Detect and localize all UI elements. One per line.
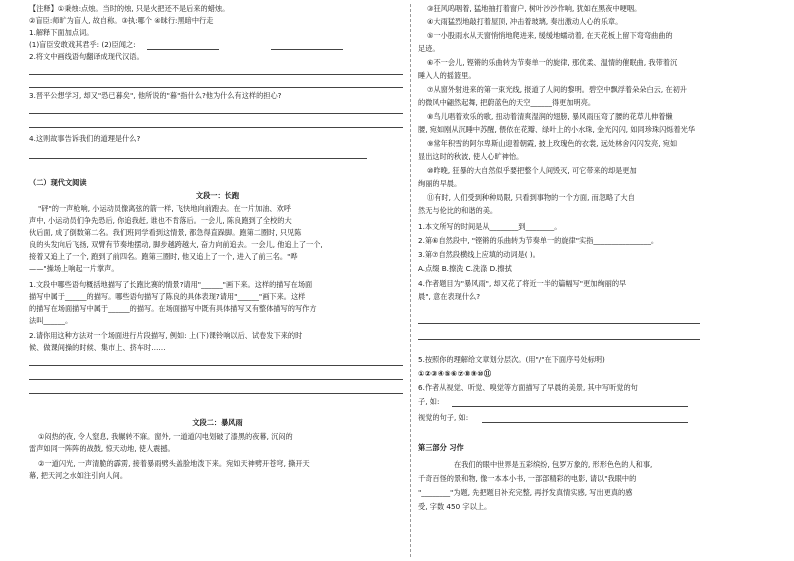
text-1-question-1-line-3: 的描写在场面描写中属于______的描写。在场面描写中既有具体描写又有整体描写的写作方 [29,304,317,313]
answer-line-4[interactable] [29,158,367,159]
answer-line-1a[interactable] [147,49,219,50]
text-1-para-line-4: 良的头发向后飞扬, 双臂有节奏地摆动, 脚步越跨越大, 奋力向前追去。一会儿, 他追上了一个, [29,240,323,249]
answer-line-r4b[interactable] [418,339,700,340]
text-2-para-4: ④大雨猛烈地敲打着屋顶, 冲击着玻璃, 奏出激动人心的乐章。 [427,17,623,26]
answer-line-t1c[interactable] [29,393,403,394]
answer-line-r4a[interactable] [418,323,700,324]
answer-line-t1b[interactable] [29,379,403,380]
text-2-para-line-4: 幕, 把天河之水如注引向人间。 [29,471,128,480]
notes-line-2: ②盲臣:师旷为盲人, 故自称。③执:哪个 ④昧行:黑暗中行走 [29,16,214,25]
question-3-text: 3.晋平公想学习, 却又"恐已暮矣", 他所说的"暮"指什么?他为什么有这样的担心? [29,91,282,100]
text-2-para-6-line-1: ⑥不一会儿, 铿锵的乐曲转为节奏单一的旋律, 那优柔、温情的催眠曲, 我带着沉 [427,58,678,67]
text-1-question-1-line-1: 1.文段中哪些语句概括地描写了长跑比赛的情景?请用"______"画下来。这样的描写在场面 [29,280,313,289]
right-question-3: 3.第⑦自然段横线上应填的动词是( )。 [418,250,540,259]
right-question-4-line-2: 晨", 意在表现什么? [418,292,481,301]
text-2-para-line-2: 雷声如同一阵阵的战鼓, 惊天动地, 使人震撼。 [29,444,175,453]
text-1-question-2-line-2: 候、做课间操的时候、集市上、挤车时…… [29,343,166,352]
right-question-6-line-2: 子, 如: [418,397,440,406]
text-1-title: 文段一：长跑 [195,191,240,200]
text-2-para-5-line-2: 足迹。 [418,44,440,53]
right-question-3-options: A.点缀 B.擦洗 C.洗涤 D.擦拭 [418,264,512,273]
essay-prompt-line-3: "________"为题, 先把题目补充完整, 再抒发真情实感, 写出更真的感 [418,488,633,497]
text-2-para-11-line-2: 然无与伦比的和谐的美。 [418,206,498,215]
answer-line-1b[interactable] [271,49,343,50]
notes-line-1: 【注释】①秉烛:点烛。当时的烛, 只是火把还不是后来的蜡烛。 [29,4,230,13]
text-2-para-3: ③狂风呜咽着, 猛地抽打着窗户, 树叶沙沙作响, 犹如在黑夜中哽咽。 [427,4,642,13]
text-2-para-10-line-2: 绚丽的早晨。 [418,179,462,188]
essay-prompt-line-1: 在我们的眼中世界是五彩缤纷, 包罗万象的, 形形色色的人和事, [454,460,653,469]
text-2-para-9-line-1: ⑨常年积雪的阿尔卑斯山迎着朝霞, 披上玫瑰色的衣裳, 远处林舍闪闪发亮, 宛如 [427,139,678,148]
text-1-para-line-1: "砰"的一声枪响, 小运动员像离弦的箭一样, 飞快地向前跑去。在一片加油、欢呼 [38,204,291,213]
question-1-items: (1)盲臣安敢戏其君乎: (2)臣闻之: [29,40,136,49]
text-1-para-line-6: ——"操场上响起一片掌声。 [29,264,119,273]
text-2-para-6-line-2: 睡入人的摇篮里。 [418,71,476,80]
text-2-para-7-line-2: 的微风中翩然起舞, 把蔚蓝色的天空______得更加明亮。 [418,98,596,107]
right-question-1: 1.本文所写的时间是从________到________。 [418,222,562,231]
right-question-6-line-1: 6.作者从视觉、听觉、嗅觉等方面描写了早晨的美景, 其中写听觉的句 [418,383,638,392]
text-1-question-1-line-4: 法叫______。 [29,316,73,325]
essay-prompt-line-4: 受, 字数 450 字以上。 [418,502,492,511]
answer-line-3b[interactable] [29,127,403,128]
text-1-para-line-5: 接着又追上了一个, 跑到了前四名。跑第三圈时, 他又追上了一个, 进入了前三名。"哗 [29,252,298,261]
text-1-para-line-3: 伙后面, 成了倒数第二名。我们班同学看到这情景, 都急得直跺脚。跑第二圈时, 只见陈 [29,228,302,237]
text-2-para-7-line-1: ⑦从窗外射进来的第一束光线, 报道了人间的黎明。碧空中飘浮着朵朵白云, 在初升 [427,85,687,94]
column-divider [410,4,411,557]
right-question-5: 5.按照你的理解给文章划分层次。(用"/"在下面序号处标明) [418,355,605,364]
paragraph-number-sequence[interactable]: ①②③④⑤⑥⑦⑧⑨⑩⑪ [418,369,492,378]
text-2-para-11-line-1: ⑪有时, 人们受到种种局限, 只看到事物的一个方面, 而忽略了大自 [427,193,635,202]
text-2-para-8-line-1: ⑧鸟儿唱着欢乐的歌, 扭动着清爽湿润的翅膀, 暴风雨压弯了腰的花草儿伸着懒 [427,112,673,121]
answer-line-t1a[interactable] [29,365,403,366]
question-2-title: 2.将文中画线语句翻译成现代汉语。 [29,52,144,61]
answer-line-sight[interactable] [482,422,688,423]
answer-line-2a[interactable] [29,74,403,75]
answer-line-hearing[interactable] [452,406,688,407]
question-4-text: 4.这则故事告诉我们的道理是什么? [29,134,141,143]
text-1-question-2-line-1: 2.请你用这种方法对一个场面进行片段描写, 例如: 上(下)课铃响以后、试卷发下来的时 [29,331,303,340]
text-1-para-line-2: 声中, 小运动员们争先恐后, 你追我赶, 谁也不肯落后。一会儿, 陈良跑到了全校的大 [29,216,292,225]
text-2-para-line-1: ①闷热的夜, 令人窒息, 我辗转不寐。窗外, 一道道闪电划破了漆黑的夜幕, 沉闷的 [38,432,293,441]
right-question-4-line-1: 4.作者题目为"暴风雨", 却又花了将近一半的篇幅写"更加绚丽的早 [418,279,627,288]
essay-prompt-line-2: 千奇百怪的景和物, 像一本本小书, 一部部精彩的电影, 请以"我眼中的 [418,474,637,483]
text-1-question-1-line-2: 描写中属于______的描写。哪些语句描写了陈良的具体表现?请用"______"画下来。这样 [29,292,306,301]
text-2-title: 文段二：暴风雨 [192,418,243,427]
answer-line-2b[interactable] [29,87,403,88]
answer-line-3a[interactable] [29,113,403,114]
text-2-para-8-line-2: 腰, 宛如刚从沉睡中苏醒, 偎依在花瓣、绿叶上的小水珠, 金光闪闪, 如同珍珠闪烁着光华 [418,125,696,134]
question-1-title: 1.解释下面加点词。 [29,28,94,37]
right-question-2: 2.第⑥自然段中, "铿锵的乐曲转为节奏单一的旋律"实指________________。 [418,236,659,245]
text-2-para-5-line-1: ⑤一小股雨水从天窗悄悄地爬进来, 缓缓地蠕动着, 在天花板上留下弯弯曲曲的 [427,31,673,40]
text-2-para-10-line-1: ⑩昨晚, 狂暴的大自然似乎要把整个人间毁灭, 可它带来的却是更加 [427,166,637,175]
right-question-6-line-3: 视觉的句子, 如: [418,413,469,422]
text-2-para-line-3: ②一道闪光, 一声清脆的霹雳, 接着暴雨劈头盖脸地泼下来。宛如天神劈开苍穹, 撕开天 [38,459,310,468]
text-2-para-9-line-2: 显出这时的秋波, 使人心旷神怡。 [418,152,524,161]
section-2-title: （二）现代文阅读 [29,178,87,187]
part-3-title: 第三部分 习作 [418,443,464,452]
